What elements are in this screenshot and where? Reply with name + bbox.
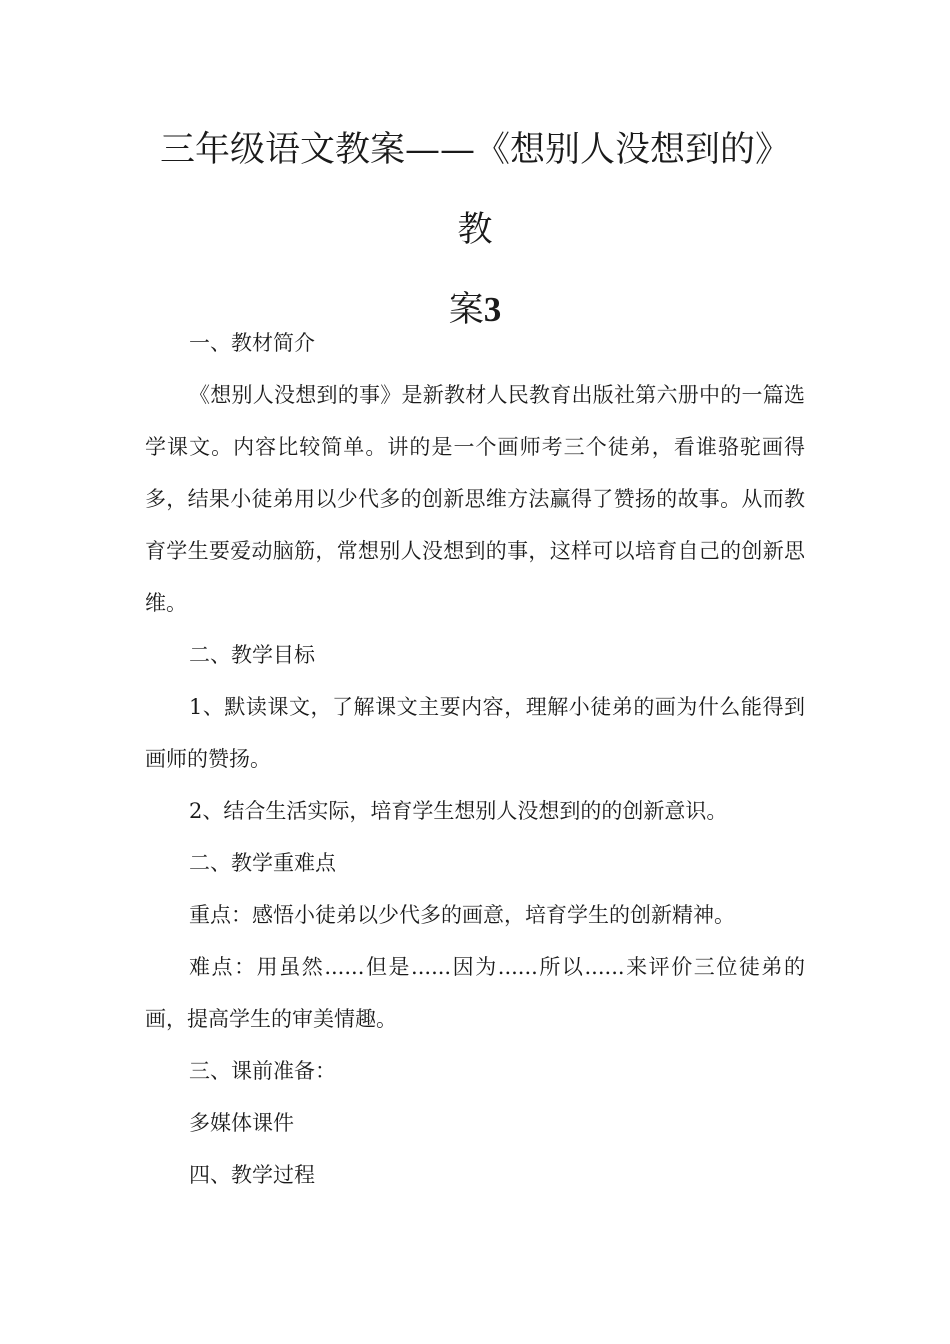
document-body xyxy=(145,317,805,1201)
paragraph-textbook-intro: 《想别人没想到的事》是新教材人民教育出版社第六册中的一篇选学课文。内容比较简单。讲的是一个画师考三个徒弟，看谁骆驼画得多，结果小徒弟用以少代多的创新思维方法赢得了赞扬的故事。从而教育学生要爱动脑筋，常想别人没想到的事，这样可以培育自己的创新思维。 xyxy=(145,383,805,615)
paragraph-key-point: 重点：感悟小徒弟以少代多的画意，培育学生的创新精神。 xyxy=(189,903,735,927)
section-heading-teaching-goals: 二、教学目标 xyxy=(189,643,315,667)
document-title xyxy=(145,110,805,350)
section-heading-preparation: 三、课前准备： xyxy=(189,1059,336,1083)
title-line-1: 三年级语文教案——《想别人没想到的》教 xyxy=(159,130,790,250)
paragraph-goal-2: 2、结合生活实际，培育学生想别人没想到的的创新意识。 xyxy=(189,799,728,823)
section-heading-textbook-intro: 一、教材简介 xyxy=(189,331,315,355)
paragraph-preparation: 多媒体课件 xyxy=(189,1111,294,1135)
section-heading-key-points: 二、教学重难点 xyxy=(189,851,336,875)
title-line-2-prefix: 案 xyxy=(448,290,484,330)
section-heading-teaching-process: 四、教学过程 xyxy=(189,1163,315,1187)
paragraph-difficult-point: 难点：用虽然......但是......因为......所以......来评价三位徒弟的画，提高学生的审美情趣。 xyxy=(145,955,805,1031)
paragraph-goal-1: 1、默读课文，了解课文主要内容，理解小徒弟的画为什么能得到画师的赞扬。 xyxy=(145,695,805,771)
title-line-2-number: 3 xyxy=(483,290,502,329)
